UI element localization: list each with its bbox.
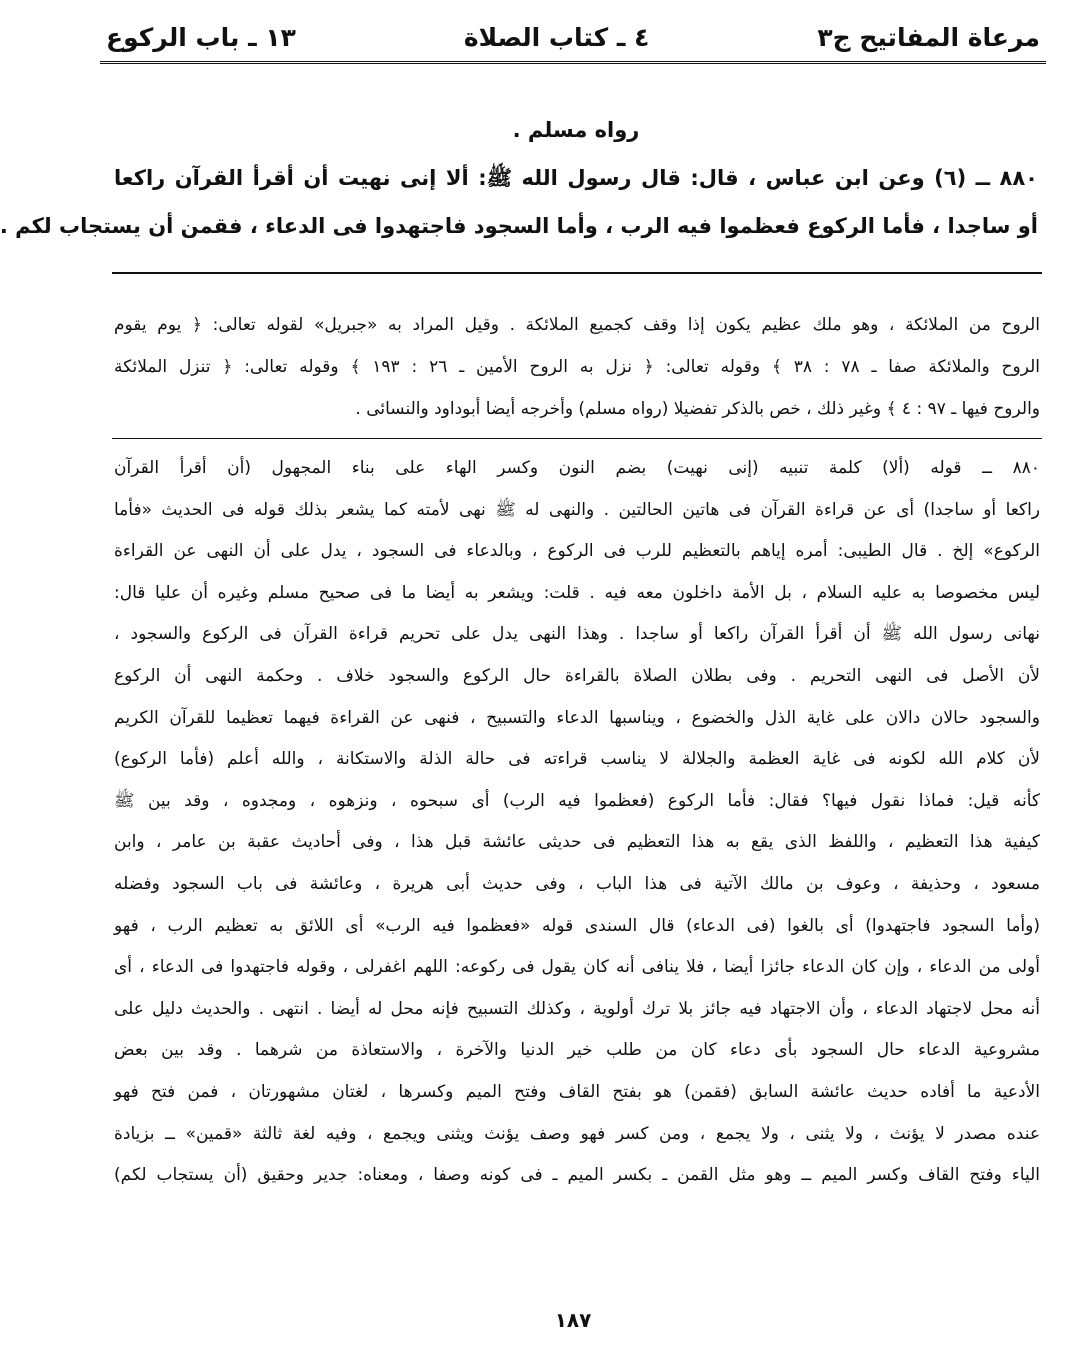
continued-notes xyxy=(114,304,1040,430)
hadith-text xyxy=(0,106,1038,250)
hadith-line: أو ساجدا ، فأما الركوع فعظموا فيه الرب ، وأما السجود فاجتهدوا فى الدعاء ، فقمن أن يستجاب لكم . xyxy=(0,214,1038,238)
commentary-line: الياء وفتح القاف وكسر الميم ــ وهو مثل القمن ـ بكسر الميم ـ فى كونه وصفا ، ومعناه: جدير وحقيق (أن يستجاب لكم) xyxy=(114,1165,1040,1186)
commentary-line: عنده مصدر لا يؤنث ، ولا يثنى ، ولا يجمع ، ومن كسر فهو وصف يؤنث ويثنى ويجمع ، وفيه لغة ثالثة «قمين» ــ بزيادة xyxy=(114,1123,1040,1144)
hadith-line: ٨٨٠ ــ (٦) وعن ابن عباس ، قال: قال رسول الله ﷺ: ألا إنى نهيت أن أقرأ القرآن راكعا xyxy=(114,166,1038,190)
commentary xyxy=(114,448,1040,1197)
commentary-line: الركوع» إلخ . قال الطيبى: أمره إياهم بالتعظيم للرب فى الركوع ، وبالدعاء فى السجود ، يدل على أن النهى عن القراءة xyxy=(114,541,1040,562)
commentary-line: مسعود ، وحذيفة ، وعوف بن مالك الآتية فى هذا الباب ، وفى حديث أبى هريرة ، وعائشة فى باب السجود وفضله xyxy=(114,873,1040,894)
chapter-title: ١٣ ـ باب الركوع xyxy=(106,23,296,52)
commentary-line: ليس مخصوصا به عليه السلام ، بل الأمة داخلون معه فيه . قلت: ويشعر به أيضا ما فى صحيح مسلم وغيره أن عليا قال: xyxy=(114,582,1040,603)
notes-divider xyxy=(112,438,1042,439)
main-divider xyxy=(112,272,1042,274)
note-line: الروح من الملائكة ، وهو ملك عظيم يكون إذا وقف كجميع الملائكة . وقيل المراد به «جبريل» لقوله تعالى: ﴿ يوم يقوم xyxy=(114,315,1040,335)
page-number: ١٨٧ xyxy=(554,1308,592,1332)
book-page xyxy=(0,14,1046,1340)
commentary-line: أنه محل لاجتهاد الدعاء ، وأن الاجتهاد فيه جائز بلا ترك أولوية ، وكذلك التسبيح فإنه محل له أيضا . انتهى . والحديث دليل على xyxy=(114,998,1040,1019)
commentary-line: كيفية هذا التعظيم ، واللفظ الذى يقع به هذا التعظيم فى حديثى عائشة قبل هذا ، وفى أحاديث عقبة بن عامر ، وابن xyxy=(114,832,1040,853)
note-line: الروح والملائكة صفا ـ ٧٨ : ٣٨ ﴾ وقوله تعالى: ﴿ نزل به الروح الأمين ـ ٢٦ : ١٩٣ ﴾ وقوله تعالى: ﴿ تنزل الملائكة xyxy=(114,357,1040,377)
hadith-line: رواه مسلم . xyxy=(512,118,640,142)
running-header xyxy=(100,14,1046,64)
commentary-line: لأن كلام الله لكونه فى غاية العظمة والجلالة لا يناسب قراءته فى حالة الذلة والاستكانة ، والله أعلم (فأما الركوع) xyxy=(114,749,1040,770)
commentary-line: لأن الأصل فى النهى التحريم . وفى بطلان الصلاة بالقراءة حال الركوع والسجود خلاف . وحكمة النهى أن الركوع xyxy=(114,665,1040,686)
book-title: مرعاة المفاتيح ج٣ xyxy=(817,23,1040,52)
commentary-line: كأنه قيل: فماذا نقول فيها؟ فقال: فأما الركوع (فعظموا فيه الرب) أى سبحوه ، ونزهوه ، ومجدوه ، وقد بين ﷺ xyxy=(114,790,1040,811)
note-line: والروح فيها ـ ٩٧ : ٤ ﴾ وغير ذلك ، خص بالذكر تفضيلا (رواه مسلم) وأخرجه أيضا أبوداود والنسائى . xyxy=(355,399,1040,419)
commentary-line: والسجود حالان دالان على غاية الذل والخضوع ، ويناسبها الدعاء والتسبيح ، فنهى عن القراءة فيهما تعظيما للقرآن الكريم xyxy=(114,707,1040,728)
commentary-line: أولى من الدعاء ، وإن كان الدعاء جائزا أيضا ، فلا ينافى أنه كان يقول فى ركوعه: اللهم اغفرلى ، وقوله فاجتهدوا فى الدعاء ، أى xyxy=(114,957,1040,978)
commentary-line: مشروعية الدعاء حال السجود بأى دعاء كان من طلب خير الدنيا والآخرة ، والاستعاذة من شرهما . وقد بين بعض xyxy=(114,1040,1040,1061)
commentary-line: (وأما السجود فاجتهدوا) أى بالغوا (فى الدعاء) قال السندى قوله «فعظموا فيه الرب» أى اللائق به تعظيم الرب ، فهو xyxy=(114,915,1040,936)
section-title: ٤ ـ كتاب الصلاة xyxy=(463,23,650,52)
commentary-line: نهانى رسول الله ﷺ أن أقرأ القرآن راكعا أو ساجدا . وهذا النهى يدل على تحريم قراءة القرآن فى الركوع والسجود ، xyxy=(114,624,1040,645)
commentary-line: راكعا أو ساجدا) أى عن قراءة القرآن فى هاتين الحالتين . والنهى له ﷺ نهى لأمته كما يشعر بذلك قوله فى الحديث «فأما xyxy=(114,499,1040,520)
commentary-line: ٨٨٠ ــ قوله (ألا) كلمة تنبيه (إنى نهيت) بضم النون وكسر الهاء على بناء المجهول (أن أقرأ القرآن xyxy=(114,458,1040,478)
commentary-line: الأدعية ما أفاده حديث عائشة السابق (فقمن) هو بفتح القاف وفتح الميم وكسرها ، لغتان مشهورتان ، فمن فتح فهو xyxy=(114,1081,1040,1102)
